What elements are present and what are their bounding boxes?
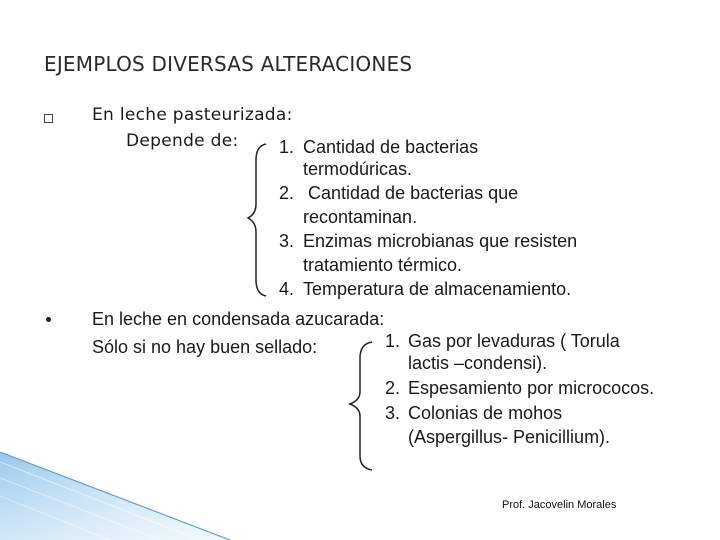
s2-item1-number: 1. (384, 331, 400, 351)
s1-item1-line1: Cantidad de bacterias (303, 137, 479, 157)
s2-item1-line2: lactis –condensi). (408, 353, 548, 373)
s1-item4-line1: Temperatura de almacenamiento. (303, 279, 572, 299)
s1-item2-line1: Cantidad de bacterias que (303, 183, 519, 203)
author-credit: Prof. Jacovelin Morales (502, 499, 617, 511)
s1-item4-number: 4. (278, 279, 294, 299)
s1-item3-number: 3. (278, 231, 294, 251)
s1-item1-number: 1. (278, 137, 294, 157)
s2-item2-number: 2. (384, 378, 400, 398)
round-bullet-icon (46, 317, 51, 322)
s1-item3-line2: tratamiento térmico. (303, 255, 463, 275)
s2-item2-line1: Espesamiento por micrococos. (408, 378, 655, 398)
condition-label: Sólo si no hay buen sellado: (92, 337, 318, 357)
s2-item1-line1: Gas por levaduras ( Torula (408, 331, 620, 351)
section1-heading: En leche pasteurizada: (92, 105, 293, 125)
page-title: EJEMPLOS DIVERSAS ALTERACIONES (44, 52, 413, 76)
s2-item3-line1: Colonias de mohos (408, 403, 563, 423)
s1-item2-number: 2. (278, 183, 294, 203)
s2-item3-number: 3. (384, 403, 400, 423)
s2-item3-line2: (Aspergillus- Penicillium). (408, 427, 611, 447)
section2-heading: En leche en condensada azucarada: (92, 309, 385, 329)
decorative-corner-graphic (0, 452, 240, 540)
left-brace-1 (242, 140, 272, 300)
square-bullet-icon (44, 114, 53, 123)
s1-item1-line2: termodúricas. (303, 159, 413, 179)
depends-label: Depende de: (126, 131, 239, 151)
left-brace-2 (344, 338, 378, 474)
s1-item2-line2: recontaminan. (303, 207, 418, 227)
s1-item3-line1: Enzimas microbianas que resisten (303, 231, 578, 251)
